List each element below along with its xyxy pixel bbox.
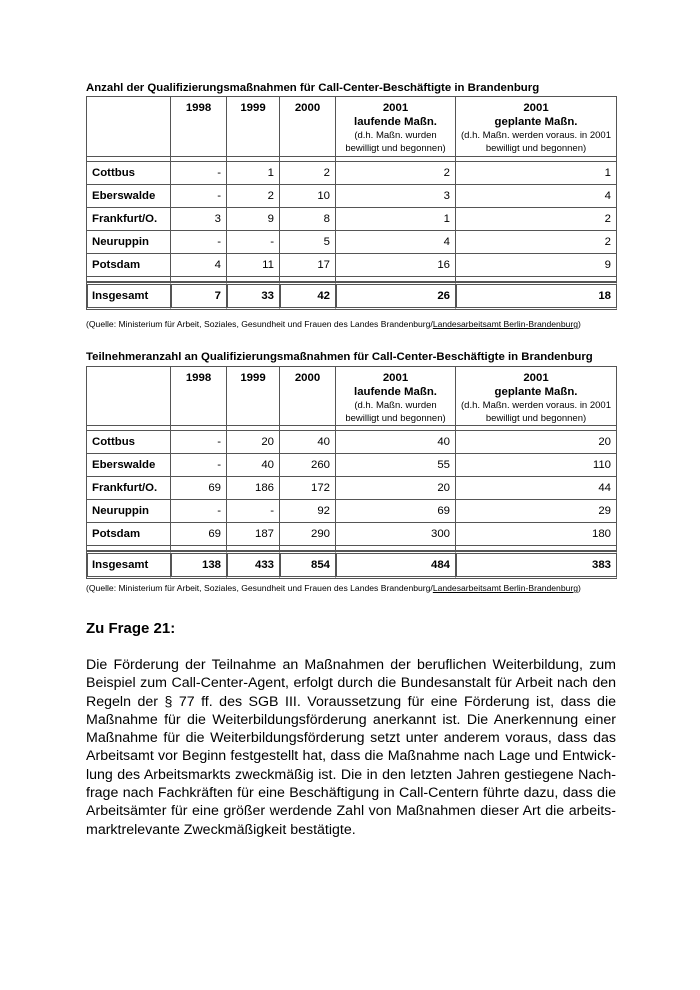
row-label: Eberswalde (87, 185, 171, 208)
table-cell: 69 (171, 477, 227, 500)
total-cell: 26 (336, 282, 456, 310)
header-cell-empty (87, 367, 171, 426)
table-cell: 4 (336, 231, 456, 254)
paragraph-line: Arbeitsamt vor Beginn festgestellt hat, dass die Maßnahme nach Lage und Entwick- (86, 748, 616, 765)
table-row (87, 231, 617, 254)
table1 (86, 96, 617, 310)
table-cell: 187 (227, 523, 280, 546)
table-cell: - (171, 185, 227, 208)
table-row (87, 500, 617, 523)
total-cell: 42 (280, 282, 336, 310)
paragraph-line: marktrelevante Zweckmäßigkeit bestätigte. (86, 821, 356, 838)
total-cell: 18 (456, 282, 617, 310)
header-note: (d.h. Maßn. werden voraus. in 2001 bewilligt und begonnen) (461, 130, 611, 154)
total-label: Insgesamt (87, 282, 171, 310)
total-cell: 33 (227, 282, 280, 310)
table-cell: 2 (336, 162, 456, 185)
section-paragraph (86, 656, 616, 839)
table-cell: 69 (171, 523, 227, 546)
table-row (87, 454, 617, 477)
row-label: Potsdam (87, 523, 171, 546)
header-label: 2001 (523, 102, 549, 114)
table-row (87, 185, 617, 208)
total-row (87, 282, 617, 310)
row-label: Cottbus (87, 431, 171, 454)
table-cell: 300 (336, 523, 456, 546)
table-cell: 11 (227, 254, 280, 277)
table-cell: 16 (336, 254, 456, 277)
section-heading: Zu Frage 21: (86, 620, 176, 637)
row-label: Frankfurt/O. (87, 477, 171, 500)
table-cell: - (227, 500, 280, 523)
table2 (86, 366, 617, 579)
table-cell: 55 (336, 454, 456, 477)
table-cell: 10 (280, 185, 336, 208)
header-label: 1998 (185, 102, 212, 114)
paragraph-line: lung des Arbeitsmarkts zweckmäßig ist. Die in den letzten Jahren gestiegene Nach- (86, 766, 616, 783)
table-row (87, 254, 617, 277)
row-label: Eberswalde (87, 454, 171, 477)
table-cell: 69 (336, 500, 456, 523)
header-note: (d.h. Maßn. werden voraus. in 2001 bewilligt und begonnen) (461, 400, 611, 424)
paragraph-line: Maßnahme für die Weiterbildungsförderung anerkannt ist. Die Anerkennung einer (86, 711, 616, 728)
table-cell: 9 (456, 254, 617, 277)
table-cell: 92 (280, 500, 336, 523)
table-cell: 9 (227, 208, 280, 231)
row-label: Neuruppin (87, 231, 171, 254)
table-cell: - (171, 454, 227, 477)
table-cell: 17 (280, 254, 336, 277)
header-label2: laufende Maßn. (354, 386, 437, 398)
row-label: Potsdam (87, 254, 171, 277)
row-label: Neuruppin (87, 500, 171, 523)
source-link: Landesarbeitsamt Berlin-Brandenburg (432, 319, 579, 329)
header-label: 2000 (294, 102, 321, 114)
table-cell: 4 (456, 185, 617, 208)
table-cell: 2 (280, 162, 336, 185)
table-cell: 20 (456, 431, 617, 454)
table-cell: 3 (336, 185, 456, 208)
table-cell: 172 (280, 477, 336, 500)
table-cell: - (171, 231, 227, 254)
total-cell: 138 (171, 551, 227, 579)
table-cell: 20 (227, 431, 280, 454)
header-row (87, 367, 617, 426)
table-cell: - (171, 500, 227, 523)
header-label: 2001 (382, 102, 409, 114)
header-cell (280, 97, 336, 157)
table-cell: 20 (336, 477, 456, 500)
total-cell: 383 (456, 551, 617, 579)
table-cell: 2 (456, 231, 617, 254)
table-cell: - (171, 162, 227, 185)
table-cell: - (227, 231, 280, 254)
header-label2: geplante Maßn. (494, 386, 578, 398)
header-cell (336, 367, 456, 426)
header-label: 1999 (240, 372, 266, 384)
table-row (87, 162, 617, 185)
header-label: 1998 (185, 372, 212, 384)
header-cell (336, 97, 456, 157)
table1-title: Anzahl der Qualifizierungsmaßnahmen für Call-Center-Beschäftigte in Brandenburg (86, 82, 540, 94)
paragraph-line: frage nach Fachkräften für eine Beschäftigung in Call-Centern führte dazu, dass die (86, 785, 616, 802)
table2-title: Teilnehmeranzahl an Qualifizierungsmaßnahmen für Call-Center-Beschäftigte in Brandenburg (86, 351, 593, 363)
table-row (87, 431, 617, 454)
header-label: 1999 (240, 102, 266, 114)
table-cell: 3 (171, 208, 227, 231)
header-cell-empty (87, 97, 171, 157)
paragraph-line: Beispiel zum Call-Center-Agent, erfolgt durch die Bundesanstalt für Arbeit nach den (86, 675, 616, 692)
table-cell: 40 (336, 431, 456, 454)
header-cell (280, 367, 336, 426)
paragraph-line: Maßnahme für die Weiterbildungsförderung setzt unter anderem voraus, dass das (86, 730, 616, 747)
header-note: (d.h. Maßn. wurden bewilligt und begonnen) (345, 130, 446, 154)
table1-source: (Quelle: Ministerium für Arbeit, Soziales, Gesundheit und Frauen des Landes Brandenburg/Landesarbeitsamt Berlin-Brandenburg) (86, 319, 581, 329)
table-cell: 1 (336, 208, 456, 231)
table2-source: (Quelle: Ministerium für Arbeit, Soziales, Gesundheit und Frauen des Landes Brandenburg/Landesarbeitsamt Berlin-Brandenburg) (86, 583, 581, 593)
paragraph-line: Die Förderung der Teilnahme an Maßnahmen der beruflichen Weiterbildung, zum (86, 657, 616, 673)
source-link: Landesarbeitsamt Berlin-Brandenburg (432, 583, 579, 593)
table-cell: 44 (456, 477, 617, 500)
table-row (87, 523, 617, 546)
table-cell: 186 (227, 477, 280, 500)
table-cell: 180 (456, 523, 617, 546)
header-label: 2000 (294, 372, 321, 384)
table-cell: 8 (280, 208, 336, 231)
total-cell: 433 (227, 551, 280, 579)
header-label: 2001 (523, 372, 549, 384)
table-cell: - (171, 431, 227, 454)
table-cell: 260 (280, 454, 336, 477)
table-cell: 2 (456, 208, 617, 231)
total-cell: 484 (336, 551, 456, 579)
header-label2: geplante Maßn. (494, 116, 578, 128)
table-cell: 40 (227, 454, 280, 477)
table-cell: 2 (227, 185, 280, 208)
table-cell: 1 (456, 162, 617, 185)
header-cell (227, 97, 280, 157)
table-row (87, 208, 617, 231)
total-cell: 854 (280, 551, 336, 579)
total-row (87, 551, 617, 579)
header-cell (171, 97, 227, 157)
header-cell (171, 367, 227, 426)
table-cell: 1 (227, 162, 280, 185)
header-note: (d.h. Maßn. wurden bewilligt und begonnen) (345, 400, 446, 424)
row-label: Cottbus (87, 162, 171, 185)
total-label: Insgesamt (87, 551, 171, 579)
paragraph-line: Regeln der § 77 ff. des SGB III. Voraussetzung für eine Förderung ist, dass die (86, 693, 616, 710)
table-cell: 40 (280, 431, 336, 454)
total-cell: 7 (171, 282, 227, 310)
header-cell (456, 367, 617, 426)
header-row (87, 97, 617, 157)
table-cell: 5 (280, 231, 336, 254)
row-label: Frankfurt/O. (87, 208, 171, 231)
paragraph-line: Arbeitsämter für eine größer werdende Zahl von Maßnahmen dieser Art die arbeits- (86, 803, 616, 820)
header-label: 2001 (382, 372, 409, 384)
header-label2: laufende Maßn. (354, 116, 437, 128)
table-cell: 4 (171, 254, 227, 277)
header-cell (456, 97, 617, 157)
table-cell: 29 (456, 500, 617, 523)
table-cell: 290 (280, 523, 336, 546)
header-cell (227, 367, 280, 426)
table-row (87, 477, 617, 500)
table-cell: 110 (456, 454, 617, 477)
